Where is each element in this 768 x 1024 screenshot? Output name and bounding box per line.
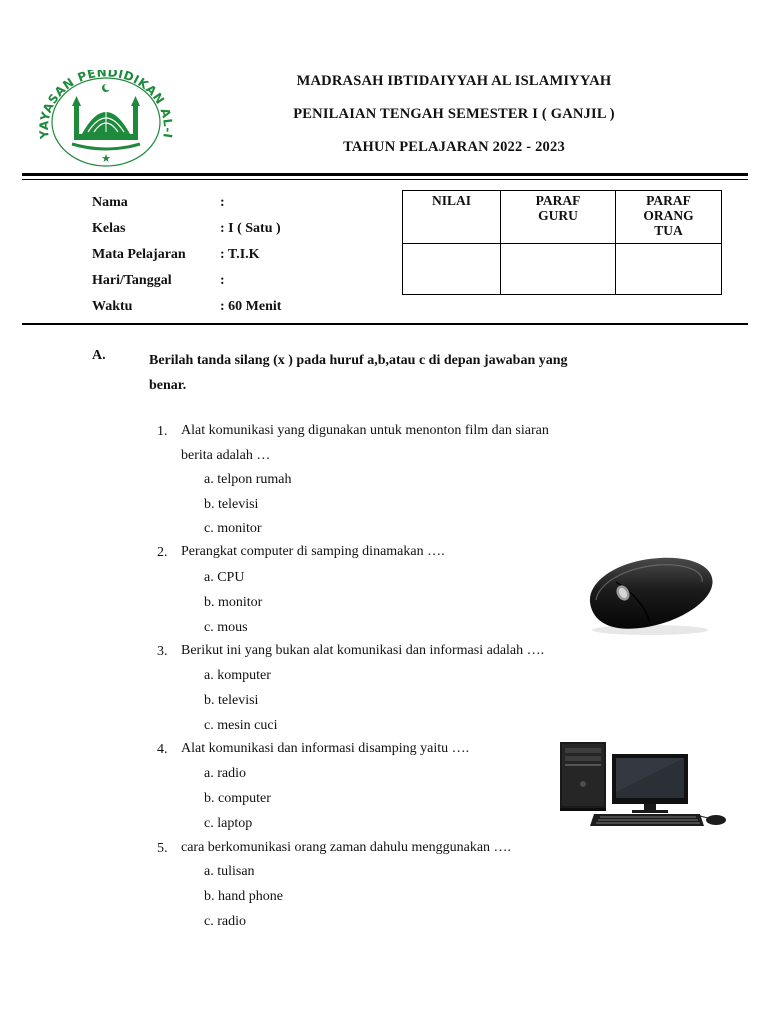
score-header-paraf-ot-line3: TUA [654, 223, 683, 238]
question-1-option-c[interactable]: c. monitor [204, 521, 262, 536]
question-5-text-line1: cara berkomunikasi orang zaman dahulu menggunakan …. [181, 840, 512, 855]
info-label-subject: Mata Pelajaran [92, 247, 186, 262]
question-5-option-b[interactable]: b. hand phone [204, 889, 283, 904]
question-4-number: 4. [157, 742, 168, 757]
score-header-nilai-text: NILAI [431, 193, 471, 208]
section-instruction-line2: benar. [149, 378, 187, 393]
question-1-text [181, 418, 681, 468]
question-4-text-line1: Alat komunikasi dan informasi disamping yaitu …. [181, 741, 470, 756]
info-value-date: : [220, 273, 225, 288]
info-label-time: Waktu [92, 299, 133, 314]
info-value-time: : 60 Menit [220, 299, 282, 314]
question-3-option-c[interactable]: c. mesin cuci [204, 718, 278, 733]
question-1-option-b[interactable]: b. televisi [204, 497, 259, 512]
question-2-option-a[interactable]: a. CPU [204, 570, 245, 585]
academic-year: TAHUN PELAJARAN 2022 - 2023 [343, 139, 565, 155]
question-5-text [181, 835, 681, 860]
section-letter: A. [92, 348, 106, 363]
score-cell-paraf-guru[interactable] [501, 244, 616, 295]
score-cell-paraf-orang-tua[interactable] [616, 244, 722, 295]
question-2-number: 2. [157, 545, 168, 560]
question-4-option-b[interactable]: b. computer [204, 791, 271, 806]
logo-ring-text: YAYASAN PENDIDIKAN AL-I [36, 70, 176, 140]
score-header-paraf-guru-line1: PARAF [535, 193, 581, 208]
question-5-option-c[interactable]: c. radio [204, 914, 246, 929]
score-table [402, 190, 722, 295]
score-header-paraf-guru-line2: GURU [538, 208, 578, 223]
score-table-blank-row [403, 244, 722, 295]
question-3-text-line1: Berikut ini yang bukan alat komunikasi dan informasi adalah …. [181, 643, 545, 658]
desktop-computer-icon [556, 740, 728, 832]
question-3-text [181, 638, 681, 663]
score-header-paraf-guru [501, 191, 616, 244]
question-2-text-line1: Perangkat computer di samping dinamakan …. [181, 544, 445, 559]
info-divider [22, 323, 748, 325]
school-name: MADRASAH IBTIDAIYYAH AL ISLAMIYYAH [296, 73, 612, 89]
exam-name: PENILAIAN TENGAH SEMESTER I ( GANJIL ) [293, 106, 615, 122]
score-table-header-row [403, 191, 722, 244]
question-4-option-c[interactable]: c. laptop [204, 816, 253, 831]
question-1-number: 1. [157, 424, 168, 439]
question-4-option-a[interactable]: a. radio [204, 766, 246, 781]
question-5-option-a[interactable]: a. tulisan [204, 864, 255, 879]
score-header-paraf-ot-line2: ORANG [643, 208, 694, 223]
score-header-nilai [403, 191, 501, 244]
info-label-name: Nama [92, 195, 128, 210]
section-instruction [149, 348, 689, 398]
question-3-option-a[interactable]: a. komputer [204, 668, 271, 683]
question-5-number: 5. [157, 841, 168, 856]
question-2-option-c[interactable]: c. mous [204, 620, 248, 635]
score-cell-nilai[interactable] [403, 244, 501, 295]
question-3-number: 3. [157, 644, 168, 659]
computer-mouse-icon [580, 550, 720, 638]
question-1-option-a[interactable]: a. telpon rumah [204, 472, 292, 487]
svg-text:★: ★ [101, 152, 111, 165]
score-header-paraf-ot-line1: PARAF [646, 193, 691, 208]
header-divider-thin [22, 179, 748, 180]
info-value-name: : [220, 195, 225, 210]
info-value-subject: : T.I.K [220, 247, 260, 262]
section-instruction-line1: Berilah tanda silang (x ) pada huruf a,b,atau c di depan jawaban yang [149, 353, 568, 368]
info-label-class: Kelas [92, 221, 126, 236]
question-3-option-b[interactable]: b. televisi [204, 693, 259, 708]
header-divider-thick [22, 173, 748, 176]
info-value-class: : I ( Satu ) [220, 221, 281, 236]
question-1-text-line1: Alat komunikasi yang digunakan untuk menonton film dan siaran [181, 423, 549, 438]
score-header-paraf-orang-tua [616, 191, 722, 244]
question-1-text-line2: berita adalah … [181, 448, 271, 463]
question-2-option-b[interactable]: b. monitor [204, 595, 263, 610]
info-label-date: Hari/Tanggal [92, 273, 172, 288]
